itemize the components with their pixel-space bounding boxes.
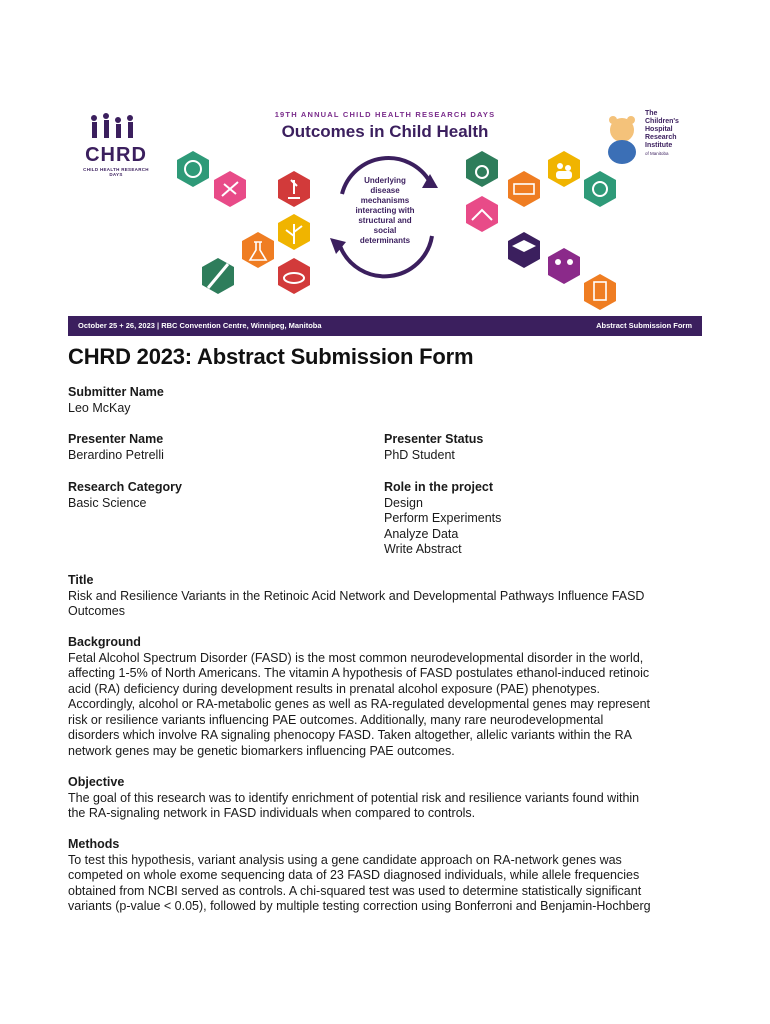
presenter-value: Berardino Petrelli — [68, 447, 164, 462]
methods-line: To test this hypothesis, variant analysis using a gene candidate approach on RA-network genes was — [68, 852, 622, 867]
background-line: Accordingly, alcohol or RA-metabolic genes as well as RA-regulated developmental genes may represent — [68, 697, 651, 711]
banner-supertitle: 19TH ANNUAL CHILD HEALTH RESEARCH DAYS — [274, 110, 496, 119]
role-label: Role in the project — [384, 480, 494, 494]
page-title: CHRD 2023: Abstract Submission Form — [68, 344, 474, 369]
pill-bowl-icon — [278, 258, 310, 294]
methods-line: obtained from NCBI served as controls. A chi-squared test was used to determine statistically significant — [68, 883, 642, 898]
title-label: Title — [68, 573, 94, 587]
hand-dove-icon — [466, 196, 498, 232]
background-line: Fetal Alcohol Spectrum Disorder (FASD) is the most common neurodevelopmental disorder in the world, — [68, 650, 644, 665]
submitter-label: Submitter Name — [68, 385, 164, 399]
institute-line: Children's — [645, 118, 679, 125]
role-value: Perform Experiments — [384, 511, 502, 525]
plant-icon — [278, 214, 310, 250]
center-line: structural and — [358, 216, 412, 225]
form-content — [68, 344, 702, 913]
microscope-icon — [278, 171, 310, 207]
chrd-logo — [76, 110, 156, 177]
center-line: social — [373, 226, 397, 235]
role-value: Write Abstract — [384, 542, 462, 556]
role-field — [384, 480, 501, 558]
center-line: interacting with — [355, 206, 415, 215]
background-line: affecting 1-5% of North Americans. The vitamin A hypothesis of FASD postulates ethanol-induced retinoic — [68, 666, 650, 680]
banner-center-text — [340, 176, 430, 246]
methods-line: variants (p-value < 0.05), followed by multiple testing correction using Bonferroni and Benjamin-Hochberg — [68, 899, 651, 913]
money-icon — [508, 171, 540, 207]
institute-line: Institute — [645, 142, 673, 149]
background-line: risk or resilience variants influencing PAE outcomes. Additionally, many rare neurodevelopmental — [68, 712, 604, 727]
submitter-value: Leo McKay — [68, 400, 131, 415]
presenter-field — [68, 432, 164, 463]
presenter-status-field — [384, 432, 483, 463]
background-line: network genes may be genetic biomarkers influencing PAE outcomes. — [68, 743, 455, 758]
chrd-logo-subtext: CHILD HEALTH RESEARCH DAYS — [83, 167, 149, 177]
institute-logo — [645, 110, 702, 158]
methods-line: competed on whole exome sequencing data of 23 FASD diagnosed individuals, while allele frequencies — [68, 868, 640, 882]
banner-info-strip — [68, 316, 702, 336]
chrd-logo-text: CHRD — [85, 144, 147, 166]
center-line: disease — [370, 186, 400, 195]
objective-label: Objective — [68, 775, 125, 789]
methods-label: Methods — [68, 837, 120, 851]
objective-line: the RA-signaling network in FASD individuals when compared to controls. — [68, 806, 476, 820]
institute-line: Research — [645, 134, 677, 141]
dna-icon — [214, 171, 246, 207]
community-icon — [548, 248, 580, 284]
center-line: Underlying — [364, 176, 406, 185]
presenter-status-value: PhD Student — [384, 447, 455, 462]
family-icon — [548, 151, 580, 187]
graduation-cap-icon — [508, 232, 540, 268]
institute-line: Hospital — [645, 126, 673, 133]
research-category-value: Basic Science — [68, 495, 147, 510]
research-category-label: Research Category — [68, 480, 182, 494]
event-info: October 25 + 26, 2023 | RBC Convention Centre, Winnipeg, Manitoba — [78, 321, 322, 330]
objective-line: The goal of this research was to identify enrichment of potential risk and resilience variants found within — [68, 790, 640, 805]
institute-line: The — [645, 110, 658, 117]
title-section — [68, 573, 698, 620]
background-label: Background — [68, 635, 141, 649]
background-line: acid (RA) deficiency during development results in prenatal alcohol exposure (PAE) phenotypes. — [68, 681, 601, 696]
methods-section — [68, 837, 698, 915]
role-value: Analyze Data — [384, 526, 459, 541]
syringe-icon — [202, 258, 234, 294]
presenter-status-label: Presenter Status — [384, 432, 484, 446]
background-line: disorders which involve RA signaling phenocopy FASD. Taken altogether, allelic variants within the RA — [68, 728, 632, 742]
research-category-field — [68, 480, 182, 511]
objective-section — [68, 775, 698, 822]
form-label: Abstract Submission Form — [596, 321, 692, 330]
center-line: mechanisms — [360, 196, 410, 205]
building-icon — [584, 274, 616, 310]
title-line: Risk and Resilience Variants in the Retinoic Acid Network and Developmental Pathways Influence FASD — [68, 588, 645, 603]
submitter-field — [68, 385, 164, 416]
center-line: determinants — [359, 236, 411, 245]
background-section — [68, 635, 698, 759]
role-value: Design — [384, 495, 423, 510]
event-banner — [68, 96, 702, 336]
stethoscope-icon — [466, 151, 498, 187]
presenter-label: Presenter Name — [68, 432, 164, 446]
institute-subline: of Manitoba — [645, 151, 669, 156]
virus-icon — [177, 151, 209, 187]
title-line: Outcomes — [68, 604, 125, 618]
banner-title: Outcomes in Child Health — [281, 122, 489, 141]
brain-gear-icon — [584, 171, 616, 207]
